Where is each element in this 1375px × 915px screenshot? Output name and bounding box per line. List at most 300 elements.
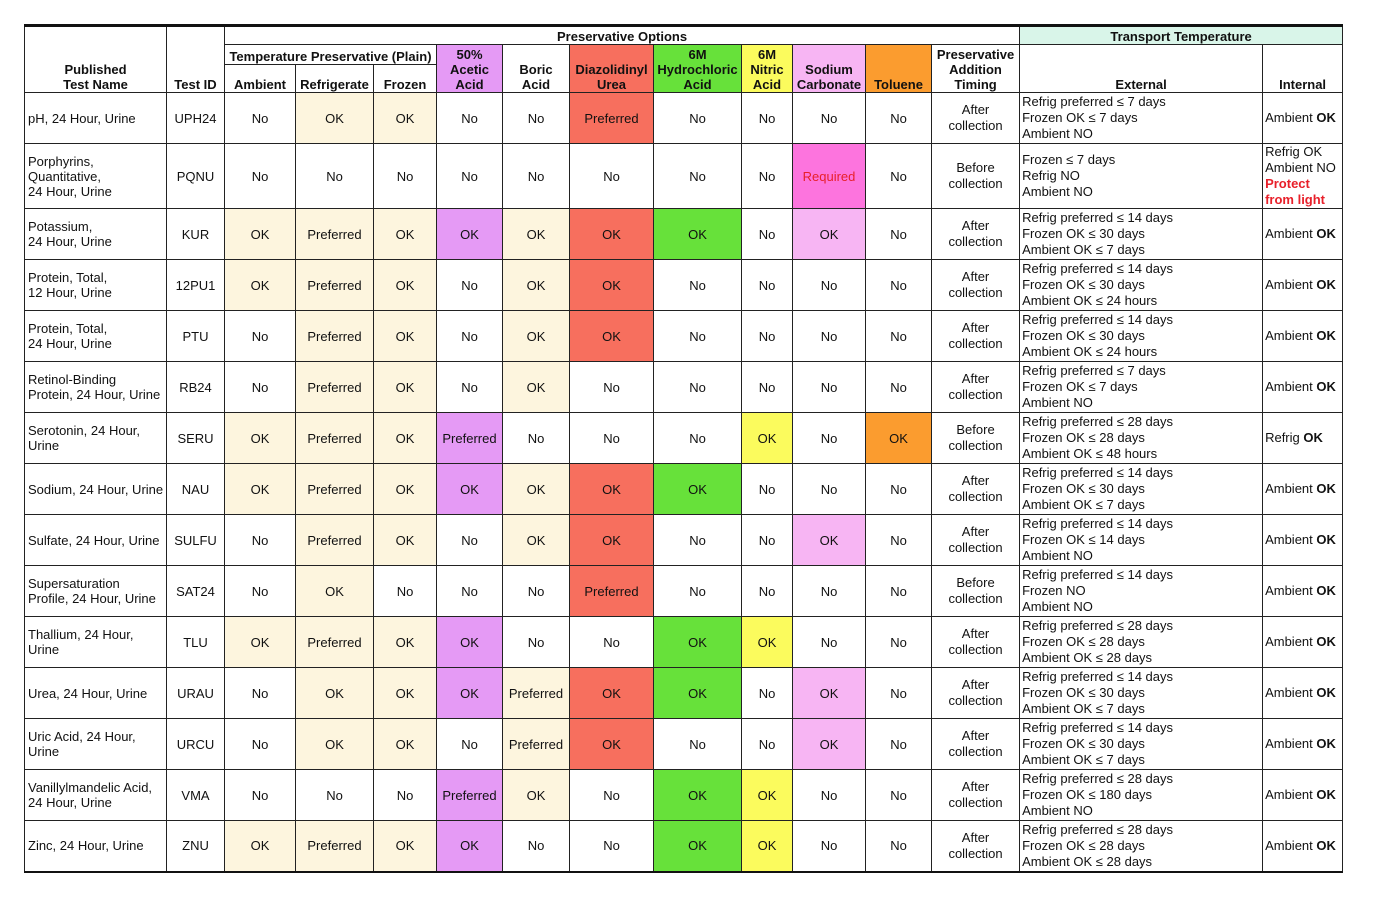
test-name-cell xyxy=(25,515,167,566)
internal-line xyxy=(1265,685,1339,701)
test-name-line: Protein, Total, xyxy=(28,321,108,336)
refrigerate-cell: Preferred xyxy=(296,362,374,413)
table-row xyxy=(25,260,1343,311)
nitric-cell: No xyxy=(742,668,793,719)
ambient-cell: No xyxy=(225,770,296,821)
internal-transport-cell xyxy=(1263,413,1343,464)
internal-status: OK xyxy=(1316,481,1336,496)
timing-line: collection xyxy=(948,438,1003,453)
internal-line xyxy=(1265,634,1339,650)
external-line: Refrig preferred ≤ 28 days xyxy=(1022,618,1174,633)
diazolidinyl-cell: Preferred xyxy=(570,566,654,617)
external-line: Frozen OK ≤ 7 days xyxy=(1022,379,1138,394)
internal-transport-cell xyxy=(1263,719,1343,770)
timing-line: collection xyxy=(948,845,1003,861)
test-name-cell xyxy=(25,311,167,362)
external-line: Ambient NO xyxy=(1022,803,1093,818)
timing-line: collection xyxy=(948,642,1003,657)
table-header xyxy=(25,26,1343,93)
acetic-cell: Preferred xyxy=(437,413,503,464)
test-name-cell xyxy=(25,770,167,821)
internal-line xyxy=(1265,430,1339,446)
refrigerate-cell: OK xyxy=(296,566,374,617)
internal-text: Ambient NO xyxy=(1265,160,1336,175)
col-addition-timing: Preservative Addition Timing xyxy=(932,45,1020,93)
external-line: Ambient OK ≤ 28 days xyxy=(1022,650,1153,665)
boric-cell: OK xyxy=(503,362,570,413)
acetic-cell: OK xyxy=(437,209,503,260)
timing-line: After xyxy=(961,102,990,117)
test-name-line: Protein, Total, xyxy=(28,270,108,285)
internal-status: OK xyxy=(1316,685,1336,700)
internal-text: Ambient xyxy=(1265,226,1317,241)
timing-line: After xyxy=(961,371,990,386)
test-name-cell xyxy=(25,209,167,260)
timing-line: collection xyxy=(948,336,1003,351)
timing-line: collection xyxy=(948,693,1003,708)
test-name-line: Quantitative, xyxy=(28,168,101,184)
toluene-cell: No xyxy=(866,362,932,413)
ambient-cell: No xyxy=(225,362,296,413)
external-transport-cell xyxy=(1020,209,1263,260)
timing-line: After xyxy=(961,677,990,692)
ambient-cell: OK xyxy=(225,821,296,872)
external-line: Ambient NO xyxy=(1022,184,1093,199)
col-external: External xyxy=(1020,45,1263,93)
internal-transport-cell xyxy=(1263,668,1343,719)
external-line: Ambient NO xyxy=(1022,548,1093,563)
internal-transport-cell xyxy=(1263,311,1343,362)
nitric-cell: No xyxy=(742,719,793,770)
col-acetic-acid: 50% Acetic Acid xyxy=(437,45,503,93)
external-line: Refrig preferred ≤ 28 days xyxy=(1022,414,1174,429)
internal-line xyxy=(1265,110,1339,126)
nitric-cell: No xyxy=(742,311,793,362)
internal-line xyxy=(1265,328,1339,344)
addition-timing-cell xyxy=(932,464,1020,515)
external-line: Frozen OK ≤ 30 days xyxy=(1022,481,1145,496)
acetic-cell: No xyxy=(437,362,503,413)
internal-text: Ambient xyxy=(1265,787,1317,802)
test-name-line: Protein, 24 Hour, Urine xyxy=(28,387,161,402)
internal-line xyxy=(1265,583,1339,599)
nitric-cell: No xyxy=(742,144,793,209)
sodium-carbonate-cell: No xyxy=(793,260,866,311)
test-name-line: Sodium, 24 Hour, Urine xyxy=(28,481,164,497)
test-name-line: Supersaturation xyxy=(28,576,120,591)
sodium-carbonate-cell: OK xyxy=(793,719,866,770)
sodium-carbonate-cell: No xyxy=(793,770,866,821)
internal-text: Ambient xyxy=(1265,634,1317,649)
test-name-line: Uric Acid, 24 Hour, xyxy=(28,729,136,744)
nitric-cell: No xyxy=(742,515,793,566)
boric-cell: No xyxy=(503,566,570,617)
internal-status: OK xyxy=(1316,110,1336,125)
timing-line: After xyxy=(961,218,990,233)
internal-transport-cell xyxy=(1263,260,1343,311)
external-line: Ambient OK ≤ 7 days xyxy=(1022,497,1145,512)
table-row xyxy=(25,515,1343,566)
ambient-cell: No xyxy=(225,515,296,566)
frozen-cell: OK xyxy=(374,668,437,719)
preservative-table xyxy=(24,24,1343,873)
timing-line: collection xyxy=(948,285,1003,300)
temperature-preservative-heading: Temperature Preservative (Plain) xyxy=(225,45,437,65)
addition-timing-cell xyxy=(932,770,1020,821)
boric-cell: OK xyxy=(503,209,570,260)
addition-timing-cell xyxy=(932,209,1020,260)
test-name-cell xyxy=(25,413,167,464)
internal-line xyxy=(1265,379,1339,395)
test-name-line: Serotonin, 24 Hour, xyxy=(28,423,141,438)
toluene-cell: No xyxy=(866,209,932,260)
acetic-cell: No xyxy=(437,260,503,311)
refrigerate-cell: Preferred xyxy=(296,209,374,260)
internal-text: Ambient xyxy=(1265,532,1317,547)
external-line: Refrig preferred ≤ 14 days xyxy=(1022,312,1174,327)
timing-line: After xyxy=(961,626,990,641)
refrigerate-cell: Preferred xyxy=(296,413,374,464)
internal-line xyxy=(1265,838,1339,854)
diazolidinyl-cell: OK xyxy=(570,260,654,311)
acetic-cell: OK xyxy=(437,668,503,719)
test-id-cell: NAU xyxy=(167,464,225,515)
addition-timing-cell xyxy=(932,668,1020,719)
external-transport-cell xyxy=(1020,93,1263,144)
nitric-cell: No xyxy=(742,260,793,311)
toluene-cell: No xyxy=(866,668,932,719)
ambient-cell: No xyxy=(225,144,296,209)
table-row xyxy=(25,770,1343,821)
hydrochloric-cell: No xyxy=(654,260,742,311)
boric-cell: No xyxy=(503,144,570,209)
external-line: Refrig preferred ≤ 14 days xyxy=(1022,465,1174,480)
table-row xyxy=(25,144,1343,209)
frozen-cell: OK xyxy=(374,617,437,668)
test-name-line: pH, 24 Hour, Urine xyxy=(28,110,136,126)
internal-line xyxy=(1265,277,1339,293)
diazolidinyl-cell: No xyxy=(570,362,654,413)
nitric-cell: No xyxy=(742,566,793,617)
test-name-cell xyxy=(25,93,167,144)
internal-text: Ambient xyxy=(1265,583,1317,598)
test-id-cell: SERU xyxy=(167,413,225,464)
timing-line: collection xyxy=(948,489,1003,504)
refrigerate-cell: Preferred xyxy=(296,464,374,515)
timing-line: Before xyxy=(956,575,995,590)
refrigerate-cell: No xyxy=(296,144,374,209)
table-row xyxy=(25,566,1343,617)
diazolidinyl-cell: No xyxy=(570,413,654,464)
table-row xyxy=(25,209,1343,260)
acetic-cell: No xyxy=(437,93,503,144)
internal-text: Ambient xyxy=(1265,379,1317,394)
timing-line: After xyxy=(961,728,990,743)
ambient-cell: OK xyxy=(225,464,296,515)
col-test-id: Test ID xyxy=(167,26,225,93)
external-line: Frozen OK ≤ 7 days xyxy=(1022,110,1138,125)
table-row xyxy=(25,311,1343,362)
internal-transport-cell xyxy=(1263,144,1343,209)
test-id-cell: UPH24 xyxy=(167,93,225,144)
hydrochloric-cell: No xyxy=(654,362,742,413)
test-id-cell: ZNU xyxy=(167,821,225,872)
hydrochloric-cell: OK xyxy=(654,464,742,515)
internal-transport-cell xyxy=(1263,362,1343,413)
toluene-cell: OK xyxy=(866,413,932,464)
external-line: Frozen OK ≤ 28 days xyxy=(1022,837,1145,853)
external-line: Ambient OK ≤ 24 hours xyxy=(1022,293,1158,308)
boric-cell: OK xyxy=(503,311,570,362)
nitric-cell: No xyxy=(742,93,793,144)
timing-line: collection xyxy=(948,234,1003,249)
external-line: Refrig preferred ≤ 14 days xyxy=(1022,210,1174,225)
toluene-cell: No xyxy=(866,719,932,770)
internal-status: OK xyxy=(1316,379,1336,394)
acetic-cell: No xyxy=(437,515,503,566)
ambient-cell: OK xyxy=(225,413,296,464)
diazolidinyl-cell: OK xyxy=(570,311,654,362)
toluene-cell: No xyxy=(866,93,932,144)
toluene-cell: No xyxy=(866,566,932,617)
frozen-cell: No xyxy=(374,144,437,209)
external-line: Refrig preferred ≤ 14 days xyxy=(1022,516,1174,531)
external-line: Frozen NO xyxy=(1022,583,1086,598)
table-row xyxy=(25,668,1343,719)
nitric-cell: OK xyxy=(742,821,793,872)
diazolidinyl-cell: No xyxy=(570,770,654,821)
frozen-cell: No xyxy=(374,770,437,821)
test-name-line: 24 Hour, Urine xyxy=(28,795,112,810)
test-id-cell: RB24 xyxy=(167,362,225,413)
test-name-line: Urine xyxy=(28,744,60,759)
transport-temperature-heading: Transport Temperature xyxy=(1020,26,1343,45)
internal-text: Ambient xyxy=(1265,277,1317,292)
internal-status: OK xyxy=(1316,328,1336,343)
test-name-cell xyxy=(25,617,167,668)
nitric-cell: No xyxy=(742,362,793,413)
acetic-cell: OK xyxy=(437,617,503,668)
internal-transport-cell xyxy=(1263,209,1343,260)
test-name-line: Profile, 24 Hour, Urine xyxy=(28,591,156,606)
test-name-line: Urine xyxy=(28,642,60,657)
toluene-cell: No xyxy=(866,144,932,209)
test-id-cell: PTU xyxy=(167,311,225,362)
timing-line: After xyxy=(961,473,990,488)
external-line: Frozen ≤ 7 days xyxy=(1022,152,1116,167)
frozen-cell: No xyxy=(374,566,437,617)
external-transport-cell xyxy=(1020,260,1263,311)
col-boric-acid: Boric Acid xyxy=(503,45,570,93)
test-name-cell xyxy=(25,821,167,872)
hydrochloric-cell: No xyxy=(654,515,742,566)
external-line: Ambient NO xyxy=(1022,599,1093,614)
timing-line: Before xyxy=(956,422,995,437)
external-line: Refrig preferred ≤ 7 days xyxy=(1022,94,1166,109)
nitric-cell: OK xyxy=(742,770,793,821)
internal-line xyxy=(1265,144,1339,160)
external-transport-cell xyxy=(1020,719,1263,770)
internal-line xyxy=(1265,176,1339,192)
addition-timing-cell xyxy=(932,719,1020,770)
ambient-cell: OK xyxy=(225,260,296,311)
timing-line: collection xyxy=(948,591,1003,606)
frozen-cell: OK xyxy=(374,413,437,464)
frozen-cell: OK xyxy=(374,464,437,515)
sodium-carbonate-cell: OK xyxy=(793,209,866,260)
diazolidinyl-cell: Preferred xyxy=(570,93,654,144)
addition-timing-cell xyxy=(932,821,1020,872)
acetic-cell: No xyxy=(437,719,503,770)
nitric-cell: No xyxy=(742,209,793,260)
hydrochloric-cell: No xyxy=(654,413,742,464)
sodium-carbonate-cell: No xyxy=(793,566,866,617)
external-line: Frozen OK ≤ 180 days xyxy=(1022,787,1153,802)
external-line: Refrig preferred ≤ 28 days xyxy=(1022,821,1174,837)
test-name-line: Zinc, 24 Hour, Urine xyxy=(28,838,144,854)
timing-line: collection xyxy=(948,540,1003,555)
preservative-options-heading: Preservative Options xyxy=(225,26,1020,45)
external-line: Ambient OK ≤ 7 days xyxy=(1022,242,1145,257)
hydrochloric-cell: OK xyxy=(654,209,742,260)
internal-text: Ambient xyxy=(1265,110,1317,125)
ambient-cell: No xyxy=(225,566,296,617)
internal-status: OK xyxy=(1316,532,1336,547)
timing-line: collection xyxy=(948,118,1003,133)
external-line: Frozen OK ≤ 30 days xyxy=(1022,685,1145,700)
timing-line: collection xyxy=(948,387,1003,402)
test-name-line: Potassium, xyxy=(28,219,93,234)
ambient-cell: No xyxy=(225,93,296,144)
table-row xyxy=(25,821,1343,872)
timing-line: collection xyxy=(948,795,1003,810)
internal-status: OK xyxy=(1316,583,1336,598)
col-refrigerate: Refrigerate xyxy=(296,65,374,93)
hydrochloric-cell: OK xyxy=(654,821,742,872)
internal-transport-cell xyxy=(1263,515,1343,566)
external-line: Frozen OK ≤ 28 days xyxy=(1022,634,1145,649)
col-sodium-carbonate: Sodium Carbonate xyxy=(793,45,866,93)
acetic-cell: No xyxy=(437,311,503,362)
sodium-carbonate-cell: No xyxy=(793,311,866,362)
addition-timing-cell xyxy=(932,515,1020,566)
internal-transport-cell xyxy=(1263,617,1343,668)
internal-status: OK xyxy=(1316,634,1336,649)
internal-text: Ambient xyxy=(1265,736,1317,751)
col-published-test-name: Published Test Name xyxy=(25,26,167,93)
refrigerate-cell: OK xyxy=(296,668,374,719)
addition-timing-cell xyxy=(932,566,1020,617)
ambient-cell: No xyxy=(225,311,296,362)
diazolidinyl-cell: OK xyxy=(570,464,654,515)
timing-line: Before xyxy=(956,160,995,175)
external-line: Refrig preferred ≤ 14 days xyxy=(1022,720,1174,735)
refrigerate-cell: Preferred xyxy=(296,311,374,362)
protect-from-light-note: Protect xyxy=(1265,176,1310,191)
col-toluene: Toluene xyxy=(866,45,932,93)
protect-from-light-note: from light xyxy=(1265,192,1326,207)
external-transport-cell xyxy=(1020,821,1263,872)
external-line: Ambient NO xyxy=(1022,126,1093,141)
external-transport-cell xyxy=(1020,362,1263,413)
external-line: Frozen OK ≤ 30 days xyxy=(1022,328,1145,343)
test-id-cell: SULFU xyxy=(167,515,225,566)
sodium-carbonate-cell: OK xyxy=(793,515,866,566)
test-name-cell xyxy=(25,566,167,617)
external-transport-cell xyxy=(1020,413,1263,464)
acetic-cell: OK xyxy=(437,464,503,515)
ambient-cell: OK xyxy=(225,617,296,668)
internal-status: OK xyxy=(1316,837,1336,853)
external-line: Frozen OK ≤ 30 days xyxy=(1022,277,1145,292)
refrigerate-cell: Preferred xyxy=(296,260,374,311)
internal-status: OK xyxy=(1316,787,1336,802)
table-row xyxy=(25,464,1343,515)
external-transport-cell xyxy=(1020,311,1263,362)
internal-line xyxy=(1265,481,1339,497)
timing-line: After xyxy=(961,320,990,335)
addition-timing-cell xyxy=(932,93,1020,144)
external-line: Ambient OK ≤ 7 days xyxy=(1022,752,1145,767)
col-diazolidinyl-urea: Diazolidinyl Urea xyxy=(570,45,654,93)
refrigerate-cell: OK xyxy=(296,93,374,144)
hydrochloric-cell: No xyxy=(654,566,742,617)
internal-text: Ambient xyxy=(1265,328,1317,343)
test-name-line: 24 Hour, Urine xyxy=(28,183,112,199)
frozen-cell: OK xyxy=(374,719,437,770)
external-line: Refrig preferred ≤ 14 days xyxy=(1022,567,1174,582)
external-line: Frozen OK ≤ 14 days xyxy=(1022,532,1145,547)
test-name-line: 24 Hour, Urine xyxy=(28,234,112,249)
test-name-cell xyxy=(25,260,167,311)
external-transport-cell xyxy=(1020,770,1263,821)
hydrochloric-cell: No xyxy=(654,719,742,770)
boric-cell: OK xyxy=(503,515,570,566)
test-name-line: 12 Hour, Urine xyxy=(28,285,112,300)
table-body xyxy=(25,93,1343,872)
table-row xyxy=(25,719,1343,770)
ambient-cell: No xyxy=(225,668,296,719)
refrigerate-cell: No xyxy=(296,770,374,821)
timing-line: collection xyxy=(948,176,1003,191)
sodium-carbonate-cell: No xyxy=(793,362,866,413)
toluene-cell: No xyxy=(866,770,932,821)
test-name-line: Porphyrins, xyxy=(28,153,94,169)
col-ambient: Ambient xyxy=(225,65,296,93)
external-line: Refrig preferred ≤ 7 days xyxy=(1022,363,1166,378)
timing-line: After xyxy=(961,829,990,845)
boric-cell: OK xyxy=(503,770,570,821)
external-transport-cell xyxy=(1020,617,1263,668)
test-name-line: Retinol-Binding xyxy=(28,372,117,387)
frozen-cell: OK xyxy=(374,93,437,144)
external-transport-cell xyxy=(1020,464,1263,515)
addition-timing-cell xyxy=(932,362,1020,413)
addition-timing-cell xyxy=(932,144,1020,209)
external-line: Refrig preferred ≤ 28 days xyxy=(1022,771,1174,786)
internal-transport-cell xyxy=(1263,464,1343,515)
test-id-cell: URCU xyxy=(167,719,225,770)
internal-line xyxy=(1265,736,1339,752)
test-name-cell xyxy=(25,719,167,770)
external-line: Frozen OK ≤ 28 days xyxy=(1022,430,1145,445)
diazolidinyl-cell: No xyxy=(570,821,654,872)
internal-status: OK xyxy=(1316,226,1336,241)
test-id-cell: URAU xyxy=(167,668,225,719)
frozen-cell: OK xyxy=(374,362,437,413)
external-line: Refrig NO xyxy=(1022,168,1080,183)
sodium-carbonate-cell: No xyxy=(793,93,866,144)
